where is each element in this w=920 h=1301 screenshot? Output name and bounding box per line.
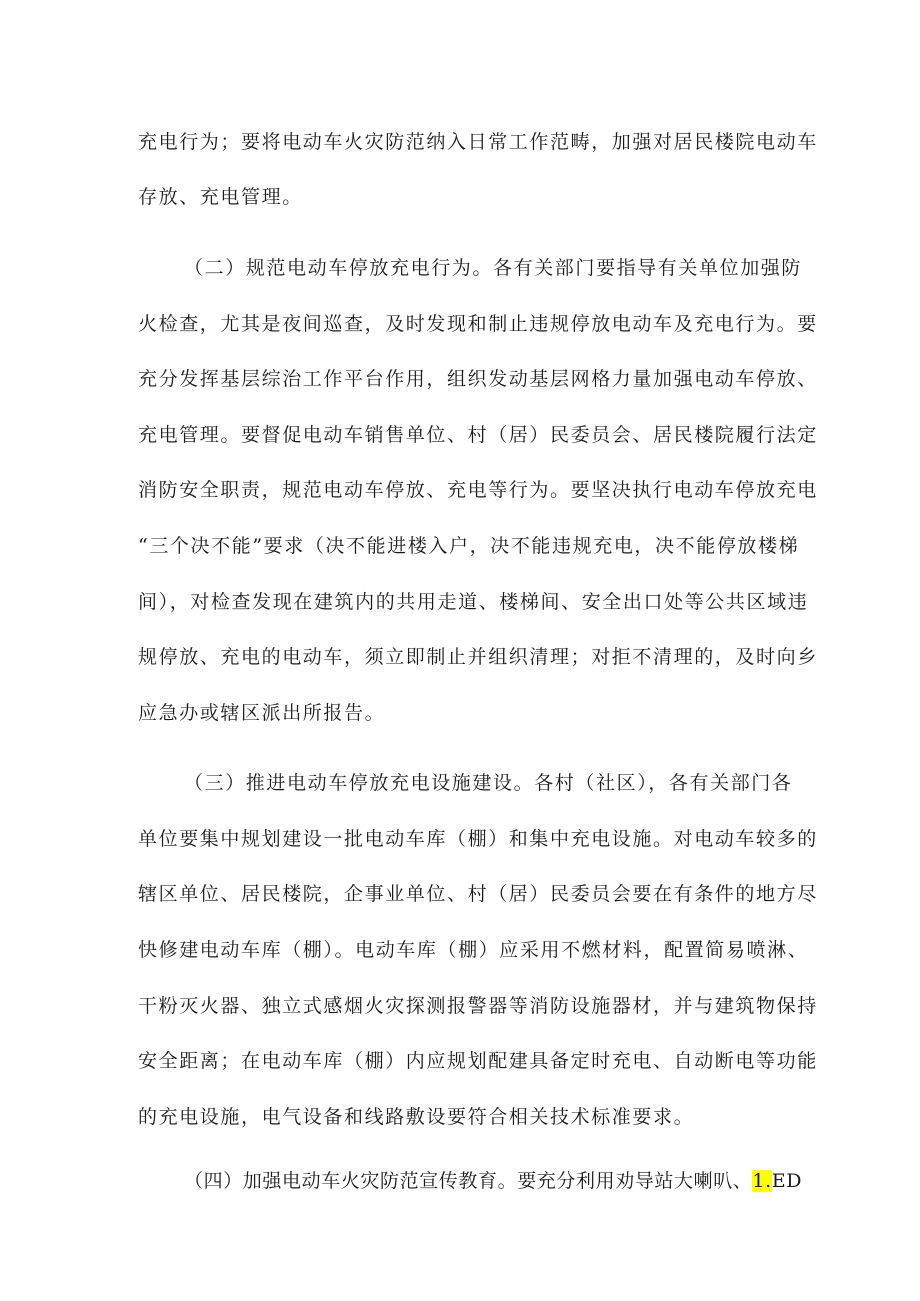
paragraph-line: 消防安全职责，规范电动车停放、充电等行为。要坚决执行电动车停放充电 — [138, 479, 818, 501]
paragraph-line: “三个决不能”要求（决不能进楼入户，决不能违规充电，决不能停放楼梯 — [138, 535, 800, 557]
paragraph-line: 充电管理。要督促电动车销售单位、村（居）民委员会、居民楼院履行法定 — [138, 424, 818, 446]
paragraph-line: 规停放、充电的电动车，须立即制止并组织清理；对拒不清理的，及时向乡 — [138, 646, 818, 668]
paragraph-heading-line — [184, 1169, 803, 1193]
line-tail-text: ED — [771, 1170, 803, 1192]
paragraph-line: 火检查，尤其是夜间巡查，及时发现和制止违规停放电动车及充电行为。要 — [138, 313, 818, 335]
paragraph-line: 快修建电动车库（棚）。电动车库（棚）应采用不燃材料，配置简易喷淋、 — [138, 939, 809, 961]
paragraph-line: 充分发挥基层综治工作平台作用，组织发动基层网格力量加强电动车停放、 — [138, 368, 818, 390]
paragraph-line: 的充电设施，电气设备和线路敷设要符合相关技术标准要求。 — [138, 1106, 695, 1128]
paragraph-line: 干粉灭火器、独立式感烟火灾探测报警器等消防设施器材，并与建筑物保持 — [138, 995, 818, 1017]
line-text: （四）加强电动车火灾防范宣传教育。要充分利用劝导站大喇叭、 — [184, 1170, 753, 1192]
paragraph-line: 辖区单位、居民楼院，企事业单位、村（居）民委员会要在有条件的地方尽 — [138, 883, 818, 905]
highlighted-text: 1. — [752, 1170, 772, 1192]
paragraph-line: 安全距离；在电动车库（棚）内应规划配建具备定时充电、自动断电等功能 — [138, 1050, 818, 1072]
paragraph-line: 单位要集中规划建设一批电动车库（棚）和集中充电设施。对电动车较多的 — [138, 828, 818, 850]
paragraph-line: 存放、充电管理。 — [138, 186, 303, 208]
paragraph-heading-line: （三）推进电动车停放充电设施建设。各村（社区），各有关部门各 — [184, 772, 793, 794]
paragraph-line: 应急办或辖区派出所报告。 — [138, 702, 386, 724]
paragraph-heading-line: （二）规范电动车停放充电行为。各有关部门要指导有关单位加强防 — [184, 257, 803, 279]
paragraph-line: 间），对检查发现在建筑内的共用走道、楼梯间、安全出口处等公共区域违 — [138, 591, 809, 613]
paragraph-line: 充电行为；要将电动车火灾防范纳入日常工作范畴，加强对居民楼院电动车 — [138, 131, 818, 153]
